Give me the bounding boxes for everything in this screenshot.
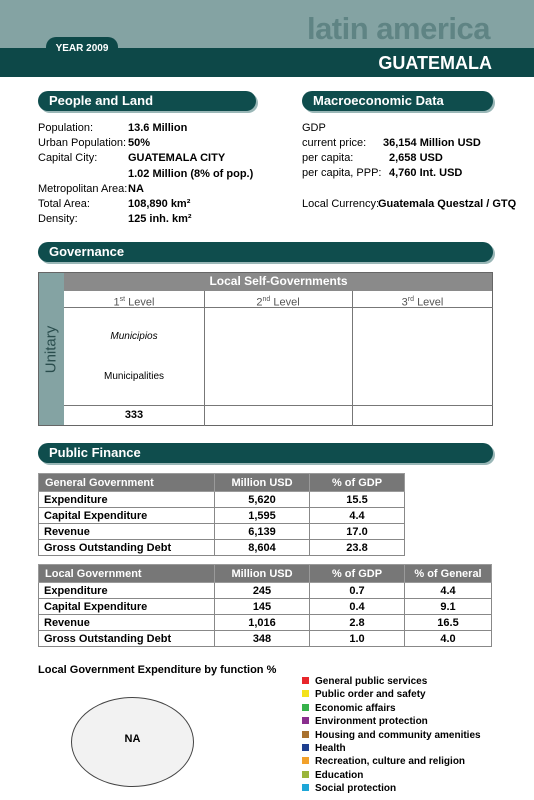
loc-header-name: Local Government (39, 565, 215, 583)
row-value: 9.1 (405, 599, 492, 615)
legend-label: General public services (315, 676, 428, 687)
expenditure-chart-title: Local Government Expenditure by function % (38, 664, 277, 676)
legend-swatch (302, 757, 309, 764)
gov-line (64, 405, 493, 406)
macro-value: 36,154 Million USD (383, 137, 481, 149)
row-value: 4.0 (405, 631, 492, 647)
row-value: 23.8 (310, 540, 405, 556)
currency-label: Local Currency: (302, 198, 380, 210)
legend-item (302, 769, 481, 782)
people-land-value: 1.02 Million (8% of pop.) (128, 167, 254, 180)
legend-label: Health (315, 743, 346, 755)
row-value: 1,016 (215, 615, 310, 631)
expenditure-na-label: NA (124, 733, 141, 745)
legend-item (302, 742, 481, 755)
row-value: 2.8 (310, 615, 405, 631)
legend-label: Environment protection (315, 716, 428, 728)
level-1-english-name: Municipalities (103, 371, 165, 382)
local-government-table (38, 564, 492, 647)
legend-item (302, 782, 481, 795)
row-label: Capital Expenditure (39, 508, 215, 524)
people-land-label: Urban Population: (38, 137, 127, 150)
row-label: Revenue (39, 524, 215, 540)
legend-swatch (302, 744, 309, 751)
row-value: 15.5 (310, 492, 405, 508)
legend-swatch (302, 704, 309, 711)
table-row (39, 631, 492, 647)
unitary-label: Unitary (42, 325, 60, 373)
people-land-value: 125 inh. km² (128, 213, 192, 226)
level-1-local-name: Municipios (110, 331, 158, 342)
row-label: Gross Outstanding Debt (39, 631, 215, 647)
table-row (39, 583, 492, 599)
table-row (39, 492, 405, 508)
legend-item (302, 755, 481, 768)
row-value: 17.0 (310, 524, 405, 540)
legend-swatch (302, 677, 309, 684)
people-land-label: Capital City: (38, 152, 98, 165)
gen-header-name: General Government (39, 474, 215, 492)
row-label: Expenditure (39, 492, 215, 508)
row-label: Capital Expenditure (39, 599, 215, 615)
people-land-label: Population: (38, 122, 94, 134)
legend-label: Housing and community amenities (315, 729, 481, 741)
gen-header-musd: Million USD (215, 474, 310, 492)
year-tab: YEAR 2009 (46, 37, 118, 59)
legend-label: Social protection (315, 783, 397, 795)
people-land-label: Density: (38, 213, 78, 226)
expenditure-legend (302, 675, 481, 796)
row-value: 0.4 (310, 599, 405, 615)
table-row (39, 508, 405, 524)
row-value: 4.4 (405, 583, 492, 599)
macro-label: per capita, PPP: (302, 167, 382, 180)
macro-value: 4,760 Int. USD (389, 167, 463, 180)
row-label: Gross Outstanding Debt (39, 540, 215, 556)
macro-label: per capita: (302, 152, 354, 165)
loc-header-gdp: % of GDP (310, 565, 405, 583)
legend-item (302, 729, 481, 742)
row-value: 348 (215, 631, 310, 647)
section-public-finance: Public Finance (38, 443, 493, 463)
legend-item (302, 715, 481, 728)
row-value: 145 (215, 599, 310, 615)
currency-value: Guatemala Questzal / GTQ (378, 198, 517, 210)
legend-item (302, 688, 481, 701)
local-self-governments-header: Local Self-Governments (64, 272, 493, 291)
legend-label: Economic affairs (315, 702, 396, 714)
row-value: 8,604 (215, 540, 310, 556)
people-land-value: NA (128, 182, 144, 195)
gov-line (352, 291, 353, 426)
gov-line (204, 291, 205, 426)
table-row (39, 615, 492, 631)
legend-item (302, 675, 481, 688)
region-title: latin america (306, 11, 490, 46)
people-land-value: 13.6 Million (128, 122, 188, 134)
legend-swatch (302, 771, 309, 778)
legend-label: Public order and safety (315, 689, 426, 701)
people-land-value: 108,890 km² (128, 198, 191, 210)
gen-header-gdp: % of GDP (310, 474, 405, 492)
row-label: Revenue (39, 615, 215, 631)
row-value: 0.7 (310, 583, 405, 599)
loc-header-musd: Million USD (215, 565, 310, 583)
row-value: 16.5 (405, 615, 492, 631)
level-2-header: 2nd Level (256, 296, 300, 309)
legend-swatch (302, 717, 309, 724)
legend-swatch (302, 731, 309, 738)
table-row (39, 599, 492, 615)
section-people-land: People and Land (38, 91, 256, 111)
row-value: 6,139 (215, 524, 310, 540)
macro-value: 2,658 USD (389, 152, 443, 165)
row-label: Expenditure (39, 583, 215, 599)
legend-swatch (302, 784, 309, 791)
legend-swatch (302, 690, 309, 697)
level-1-header: 1st Level (113, 296, 155, 309)
people-land-value: GUATEMALA CITY (128, 152, 226, 165)
row-value: 1,595 (215, 508, 310, 524)
people-land-label: Total Area: (38, 198, 90, 210)
table-row (39, 540, 405, 556)
people-land-value: 50% (128, 137, 151, 150)
legend-label: Education (315, 769, 364, 781)
loc-header-general: % of General (405, 565, 492, 583)
legend-item (302, 702, 481, 715)
macro-label: current price: (302, 137, 367, 149)
row-value: 4.4 (310, 508, 405, 524)
people-land-label: Metropolitan Area: (38, 182, 128, 195)
level-1-count: 333 (124, 409, 144, 421)
section-macroeconomic: Macroeconomic Data (302, 91, 493, 111)
legend-label: Recreation, culture and religion (315, 756, 466, 768)
section-governance: Governance (38, 242, 493, 262)
general-government-table (38, 473, 405, 556)
level-3-header: 3rd Level (401, 296, 444, 309)
gdp-label: GDP (302, 122, 326, 134)
row-value: 1.0 (310, 631, 405, 647)
row-value: 5,620 (215, 492, 310, 508)
country-title: GUATEMALA (378, 53, 492, 73)
row-value: 245 (215, 583, 310, 599)
table-row (39, 524, 405, 540)
